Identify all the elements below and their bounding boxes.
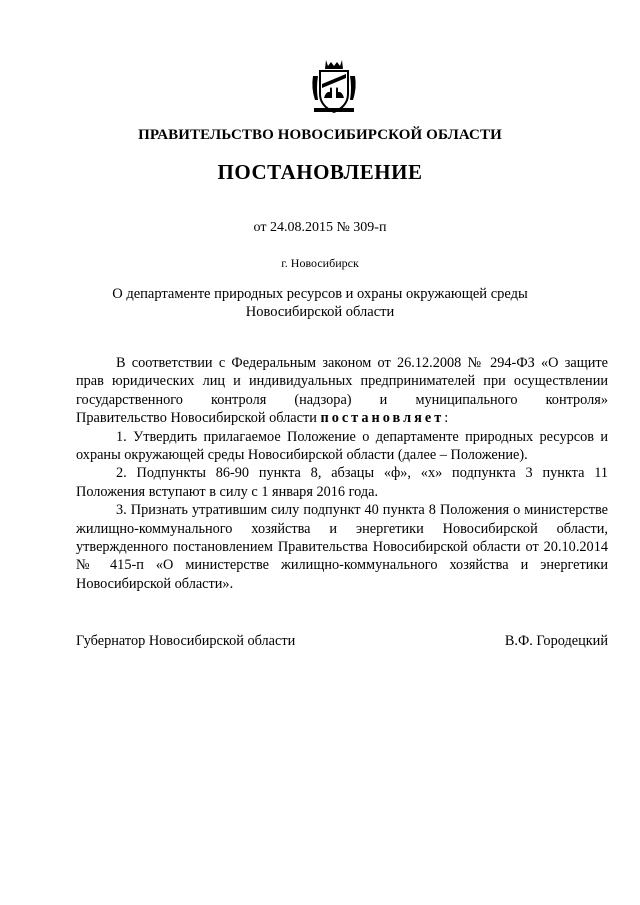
signature-name: В.Ф. Городецкий xyxy=(504,633,608,649)
signature-block xyxy=(76,633,608,650)
intro-prefix: Правительство Новосибирской области xyxy=(76,410,321,427)
intro-line: В соответствии с Федеральным законом от 26.12.2008 № 294-ФЗ «О защите xyxy=(116,355,608,371)
date-number: от 24.08.2015 № 309-п xyxy=(253,220,387,235)
subject-line: О департаменте природных ресурсов и охраны окружающей среды xyxy=(112,286,528,302)
item-1: 1. Утвердить прилагаемое Положение о департаменте природных ресурсов и охраны окружающей среды Новосибирской области (далее – Положение). xyxy=(76,428,608,464)
item-3: 3. Признать утратившим силу подпункт 40 пункта 8 Положения о министерстве жилищно-коммунального хозяйства и энергетики Новосибирской области, утвержденного постановлением Правительства Новосибирской области от 20.10.2014 № 415-п «О министерстве жилищно-коммунального хозяйства и энергетики Новосибирской области». xyxy=(76,502,608,592)
intro-line: прав юридических лиц и индивидуальных предпринимателей при осуществлении xyxy=(76,373,608,390)
intro-suffix: : xyxy=(444,410,449,427)
subject xyxy=(0,285,640,321)
intro-line-last xyxy=(76,409,608,427)
intro-line: государственного контроля (надзора) и муниципального контроля» xyxy=(76,391,608,408)
signature-position: Губернатор Новосибирской области xyxy=(76,633,296,649)
novosibirsk-coat-of-arms-icon xyxy=(310,58,358,116)
subject-line: Новосибирской области xyxy=(245,304,395,320)
organization-title: ПРАВИТЕЛЬСТВО НОВОСИБИРСКОЙ ОБЛАСТИ xyxy=(138,127,502,143)
document-type: ПОСТАНОВЛЕНИЕ xyxy=(217,160,423,184)
city: г. Новосибирск xyxy=(281,256,359,270)
item-2: 2. Подпункты 86-90 пункта 8, абзацы «ф», «х» подпункта 3 пункта 11 Положения вступают в силу с 1 января 2016 года. xyxy=(76,465,608,500)
resolution-word: постановляет xyxy=(320,410,445,427)
body-text xyxy=(76,354,608,593)
